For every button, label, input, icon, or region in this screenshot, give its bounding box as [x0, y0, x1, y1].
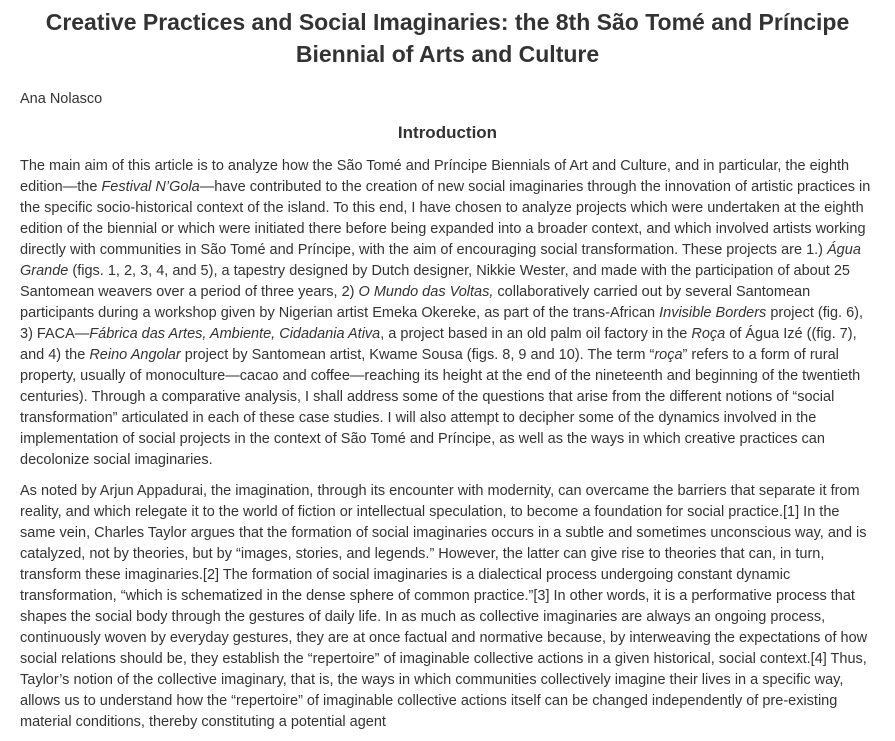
italic-text-run: roça	[654, 347, 683, 363]
body-paragraph	[20, 156, 875, 471]
italic-text-run: Roça	[691, 326, 726, 342]
italic-text-run: Festival N’Gola	[101, 179, 200, 195]
text-run: —have contributed to the creation of new social imaginaries through the innovation of artistic practices in the specific socio-historical context of the island. To this end, I have chosen to analyze projects which were undertaken at the eighth edition of the biennial or which were initiated there before being expanded into a broader context, and which involved artists working directly with communities in São Tomé and Príncipe, with the aim of encouraging social transformation. These projects are 1.)	[20, 179, 871, 258]
italic-text-run: Reino Angolar	[89, 347, 181, 363]
text-run: of Água Izé ((fig. 7), and 4) the	[20, 326, 857, 363]
italic-text-run: Água Grande	[20, 242, 861, 279]
text-run: As noted by Arjun Appadurai, the imagination, through its encounter with modernity, can overcame the barriers that separate it from reality, and which relegate it to the world of fiction or intellectual speculation, to become a foundation for social practice.[1] In the same vein, Charles Taylor argues that the formation of social imaginaries occurs in a subtle and sometimes unconscious way, and is catalyzed, not by theories, but by “images, stories, and legends.” However, the latter can give rise to theories that can, in turn, transform these imaginaries.[2] The formation of social imaginaries is a dialectical process undergoing constant dynamic transformation, “which is schematized in the dense sphere of common practice.”[3] In other words, it is a performative process that shapes the social body through the gestures of daily life. In as much as collective imaginaries are always an ongoing process, continuously woven by everyday gestures, they are at once factual and normative because, by interweaving the expectations of how social relations should be, they establish the “repertoire” of imaginable collective actions in a given historical, social context.[4] Thus, Taylor’s notion of the collective imaginary, that is, the ways in which communities collectively imagine their lives in a specific way, allows us to understand how the “repertoire” of imaginable collective actions itself can be changed independently of pre-existing material conditions, thereby constituting a potential agent	[20, 483, 868, 730]
italic-text-run: Invisible Borders	[659, 305, 767, 321]
article-body	[20, 156, 875, 733]
text-run: , a project based in an old palm oil factory in the	[380, 326, 692, 342]
text-run: (figs. 1, 2, 3, 4, and 5), a tapestry designed by Dutch designer, Nikkie Wester, and made with the participation of about 25 Santomean weavers over a period of three years, 2)	[20, 263, 850, 300]
text-run: The main aim of this article is to analyze how the São Tomé and Príncipe Biennials of Art and Culture, and in particular, the eighth edition—the	[20, 158, 850, 195]
article-author: Ana Nolasco	[20, 91, 103, 107]
italic-text-run: O Mundo das Voltas,	[358, 284, 494, 300]
text-run: project by Santomean artist, Kwame Sousa (figs. 8, 9 and 10). The term “	[180, 347, 655, 363]
text-run: collaboratively carried out by several Santomean participants during a workshop given by Nigerian artist Emeka Okereke, as part of the trans-African	[20, 284, 811, 321]
italic-text-run: Fábrica das Artes, Ambiente, Cidadania Ativa	[89, 326, 381, 342]
text-run: project (fig. 6), 3) FACA—	[20, 305, 863, 342]
section-heading-introduction: Introduction	[397, 123, 498, 142]
article-title: Creative Practices and Social Imaginaries: the 8th São Tomé and Príncipe Biennial of Arts and Culture	[45, 9, 850, 67]
text-run: ” refers to a form of rural property, usually of monoculture—cacao and coffee—reaching its height at the end of the nineteenth and beginning of the twentieth centuries). Through a comparative analysis, I shall address some of the questions that arise from the different notions of “social transformation” articulated in each of these case studies. I will also attempt to decipher some of the dynamics involved in the implementation of social projects in the context of São Tomé and Príncipe, as well as the ways in which creative practices can decolonize social imaginaries.	[20, 347, 861, 468]
body-paragraph	[20, 481, 875, 733]
